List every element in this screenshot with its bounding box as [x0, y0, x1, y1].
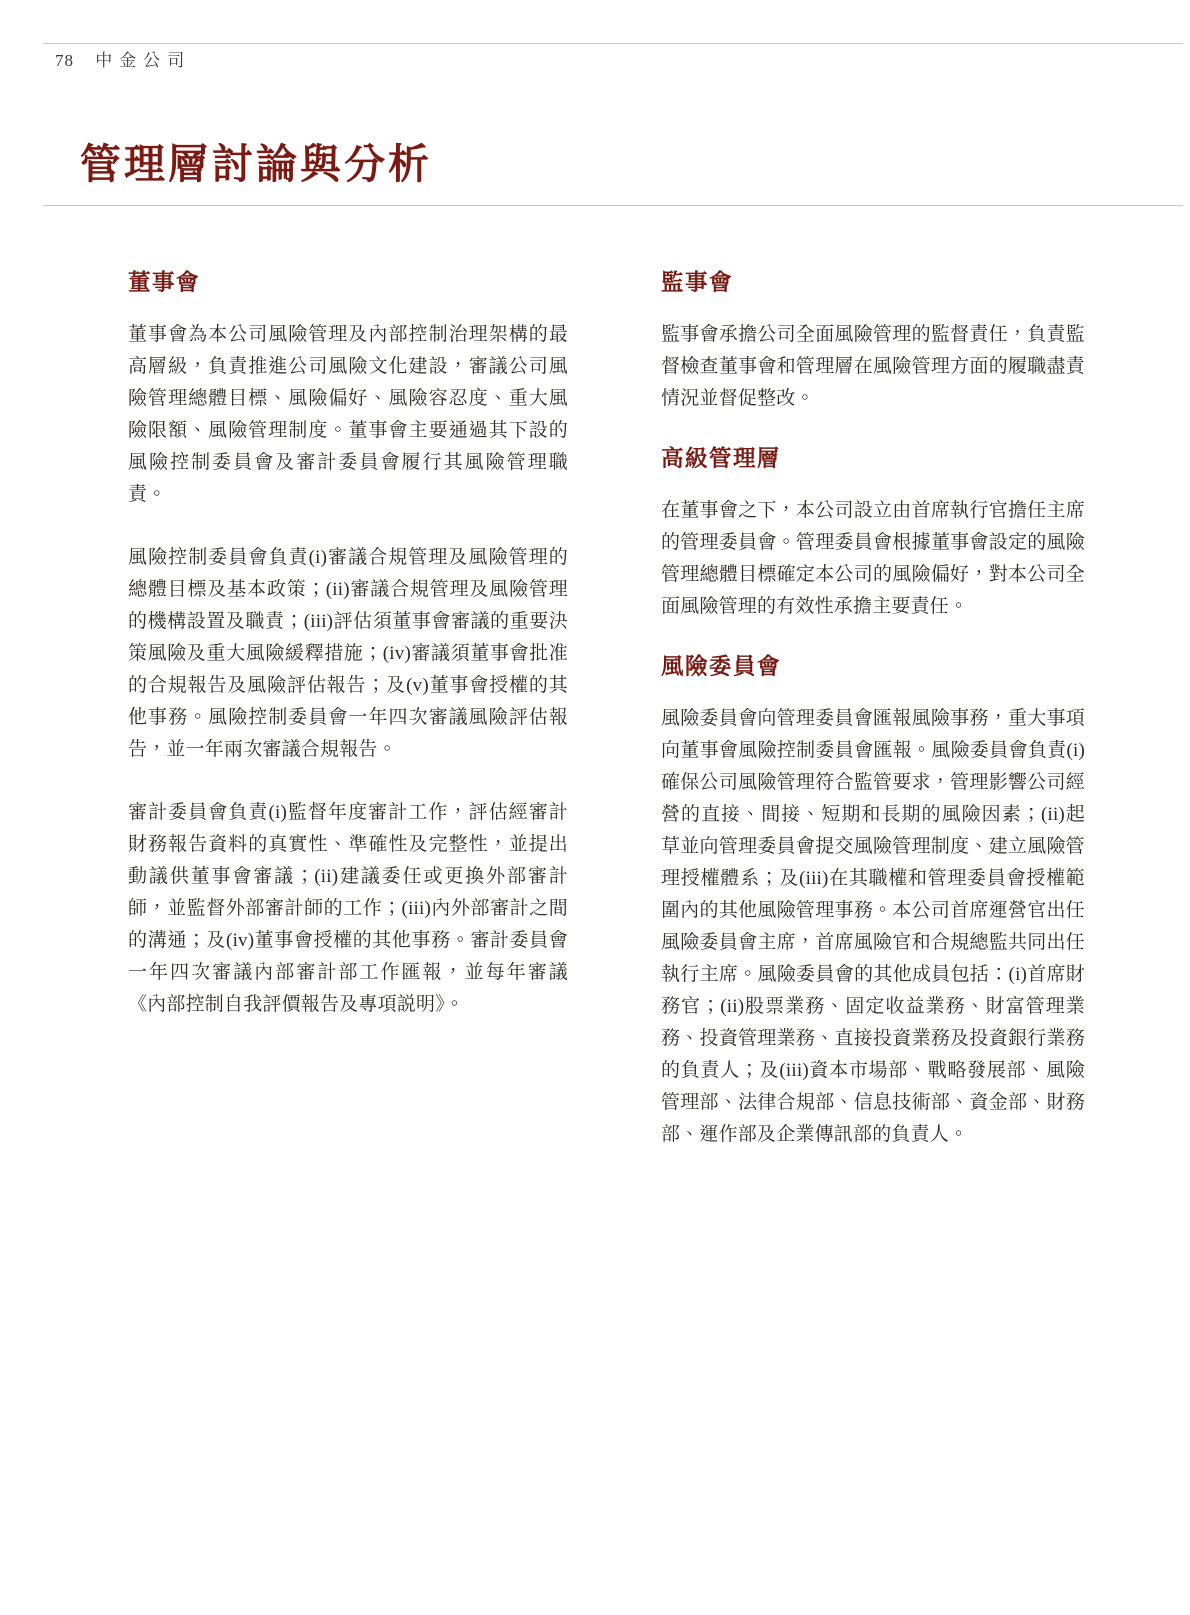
left-column: [128, 268, 568, 1151]
brand-name: 中金公司: [95, 51, 192, 70]
paragraph-board-overview: 董事會為本公司風險管理及內部控制治理架構的最高層級，負責推進公司風險文化建設，審議公司風險管理總體目標、風險偏好、風險容忍度、重大風險限額、風險管理制度。董事會主要通過其下設的風險控制委員會及審計委員會履行其風險管理職責。: [128, 324, 568, 505]
section-board-of-directors: [128, 268, 568, 1021]
paragraph-audit-committee: 審計委員會負責(i)監督年度審計工作，評估經審計財務報告資料的真實性、準確性及完整性，並提出動議供董事會審議；(ii)建議委任或更換外部審計師，並監督外部審計師的工作；(iii)內外部審計之間的溝通；及(iv)董事會授權的其他事務。審計委員會一年四次審議內部審計部工作匯報，並每年審議《內部控制自我評價報告及專項説明》。: [128, 802, 568, 1015]
section-risk-committee: [661, 652, 1085, 1151]
section-senior-management: [661, 444, 1085, 623]
paragraph-senior-management: 在董事會之下，本公司設立由首席執行官擔任主席的管理委員會。管理委員會根據董事會設定的風險管理總體目標確定本公司的風險偏好，對本公司全面風險管理的有效性承擔主要責任。: [661, 500, 1085, 617]
section-supervisory-board: [661, 268, 1085, 415]
content-columns: [128, 268, 1085, 1151]
page-number: 78: [55, 51, 74, 70]
section-heading-senior-management: 高級管理層: [661, 446, 782, 471]
section-heading-supervisory: 監事會: [661, 270, 734, 295]
section-heading-risk-committee: 風險委員會: [661, 654, 782, 679]
page-title: 管理層討論與分析: [80, 141, 432, 187]
paragraph-risk-control-committee: 風險控制委員會負責(i)審議合規管理及風險管理的總體目標及基本政策；(ii)審議合規管理及風險管理的機構設置及職責；(iii)評估須董事會審議的重要決策風險及重大風險緩釋措施；(iv)審議須董事會批准的合規報告及風險評估報告；及(v)董事會授權的其他事務。風險控制委員會一年四次審議風險評估報告，並一年兩次審議合規報告。: [128, 547, 568, 760]
header-rule: [43, 43, 1183, 44]
paragraph-supervisory: 監事會承擔公司全面風險管理的監督責任，負責監督檢查董事會和管理層在風險管理方面的履職盡責情況並督促整改。: [661, 324, 1085, 409]
paragraph-risk-committee: 風險委員會向管理委員會匯報風險事務，重大事項向董事會風險控制委員會匯報。風險委員會負責(i)確保公司風險管理符合監管要求，管理影響公司經營的直接、間接、短期和長期的風險因素；(ii)起草並向管理委員會提交風險管理制度、建立風險管理授權體系；及(iii)在其職權和管理委員會授權範圍內的其他風險管理事務。本公司首席運營官出任風險委員會主席，首席風險官和合規總監共同出任執行主席。風險委員會的其他成員包括：(i)首席財務官；(ii)股票業務、固定收益業務、財富管理業務、投資管理業務、直接投資業務及投資銀行業務的負責人；及(iii)資本市場部、戰略發展部、風險管理部、法律合規部、信息技術部、資金部、財務部、運作部及企業傳訊部的負責人。: [661, 708, 1085, 1145]
section-heading-board: 董事會: [128, 270, 201, 295]
right-column: [661, 268, 1085, 1151]
page-header: [55, 51, 191, 71]
title-rule: [43, 205, 1183, 206]
